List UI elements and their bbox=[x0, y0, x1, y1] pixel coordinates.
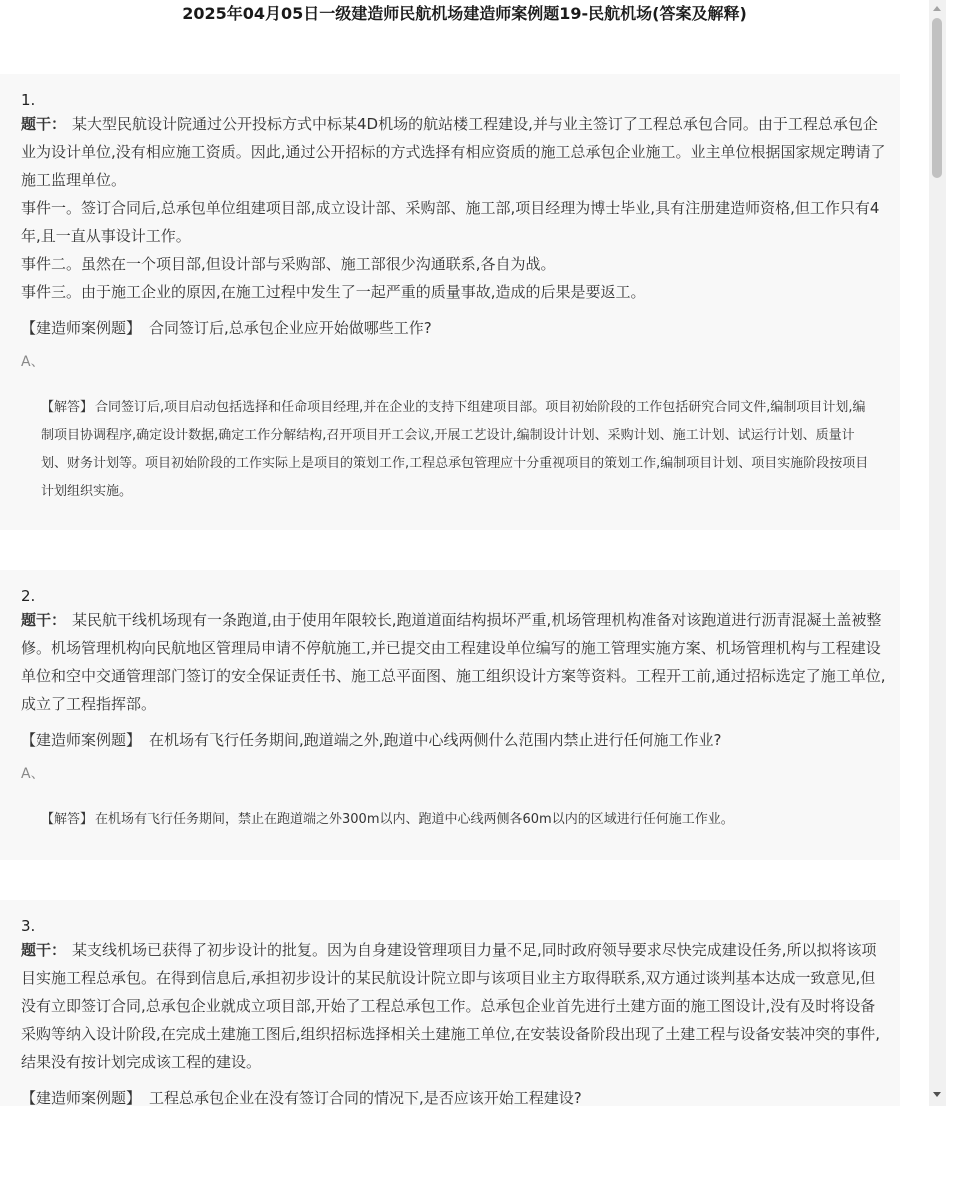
answer-explanation bbox=[41, 394, 886, 506]
case-question bbox=[21, 314, 886, 342]
question-number: 1. bbox=[21, 91, 36, 109]
answer-tag: 【解答】 bbox=[41, 812, 94, 827]
event-text: 事件一。签订合同后,总承包单位组建项目部,成立设计部、采购部、施工部,项目经理为博士毕业,具有注册建造师资格,但工作只有4年,且一直从事设计工作。 bbox=[21, 199, 880, 245]
vertical-scrollbar[interactable] bbox=[929, 0, 946, 1106]
answer-choice: A、 bbox=[21, 354, 45, 370]
answer-text: 合同签订后,项目启动包括选择和任命项目经理,并在企业的支持下组建项目部。项目初始阶段的工作包括研究合同文件,编制项目计划,编制项目协调程序,确定设计数据,确定工作分解结构,召开项目开工会议,开展工艺设计,编制设计计划、采购计划、施工计划、试运行计划、质量计划、财务计划等。项目初始阶段的工作实际上是项目的策划工作,工程总承包管理应十分重视项目的策划工作,编制项目计划、项目实施阶段按项目计划组织实施。 bbox=[41, 400, 869, 499]
question-stem bbox=[21, 936, 886, 1076]
question-card-3 bbox=[0, 900, 900, 1106]
stem-label: 题干： bbox=[21, 115, 67, 133]
question-text: 合同签订后,总承包企业应开始做哪些工作? bbox=[149, 319, 432, 337]
question-card-2 bbox=[0, 570, 900, 860]
page-title: 2025年04月05日一级建造师民航机场建造师案例题19-民航机场(答案及解释) bbox=[182, 4, 747, 23]
answer-text: 在机场有飞行任务期间，禁止在跑道端之外300m以内、跑道中心线两侧各60m以内的区域进行任何施工作业。 bbox=[95, 812, 734, 827]
scroll-up-arrow-icon[interactable] bbox=[933, 6, 941, 11]
question-text: 工程总承包企业在没有签订合同的情况下,是否应该开始工程建设? bbox=[149, 1089, 582, 1106]
answer-tag: 【解答】 bbox=[41, 400, 94, 415]
answer-explanation bbox=[41, 806, 886, 834]
stem-label: 题干： bbox=[21, 941, 67, 959]
question-number: 2. bbox=[21, 587, 36, 605]
question-number: 3. bbox=[21, 917, 36, 935]
event-text: 事件二。虽然在一个项目部,但设计部与采购部、施工部很少沟通联系,各自为战。 bbox=[21, 255, 556, 273]
question-tag: 【建造师案例题】 bbox=[21, 319, 142, 337]
stem-text: 某民航干线机场现有一条跑道,由于使用年限较长,跑道道面结构损坏严重,机场管理机构准备对该跑道进行沥青混凝土盖被整修。机场管理机构向民航地区管理局申请不停航施工,并已提交由工程建设单位编写的施工管理实施方案、机场管理机构与工程建设单位和空中交通管理部门签订的安全保证责任书、施工总平面图、施工组织设计方案等资料。工程开工前,通过招标选定了施工单位,成立了工程指挥部。 bbox=[21, 611, 886, 713]
stem-text: 某大型民航设计院通过公开投标方式中标某4D机场的航站楼工程建设,并与业主签订了工程总承包合同。由于工程总承包企业为设计单位,没有相应施工资质。因此,通过公开招标的方式选择有相应资质的施工总承包企业施工。业主单位根据国家规定聘请了施工监理单位。 bbox=[21, 115, 886, 189]
scroll-down-arrow-icon[interactable] bbox=[933, 1092, 941, 1097]
scrollbar-thumb[interactable] bbox=[932, 18, 942, 178]
question-stem bbox=[21, 606, 886, 718]
event-text: 事件三。由于施工企业的原因,在施工过程中发生了一起严重的质量事故,造成的后果是要返工。 bbox=[21, 283, 646, 301]
question-card-1 bbox=[0, 74, 900, 530]
case-question bbox=[21, 726, 886, 754]
question-stem bbox=[21, 110, 886, 194]
stem-label: 题干： bbox=[21, 611, 67, 629]
stem-text: 某支线机场已获得了初步设计的批复。因为自身建设管理项目力量不足,同时政府领导要求尽快完成建设任务,所以拟将该项目实施工程总承包。在得到信息后,承担初步设计的某民航设计院立即与该项目业主方取得联系,双方通过谈判基本达成一致意见,但没有立即签订合同,总承包企业就成立项目部,开始了工程总承包工作。总承包企业首先进行土建方面的施工图设计,没有及时将设备采购等纳入设计阶段,在完成土建施工图后,组织招标选择相关土建施工单位,在安装设备阶段出现了土建工程与设备安装冲突的事件,结果没有按计划完成该工程的建设。 bbox=[21, 941, 881, 1071]
answer-choice: A、 bbox=[21, 766, 45, 782]
case-question bbox=[21, 1084, 886, 1106]
question-tag: 【建造师案例题】 bbox=[21, 731, 142, 749]
question-tag: 【建造师案例题】 bbox=[21, 1089, 142, 1106]
question-text: 在机场有飞行任务期间,跑道端之外,跑道中心线两侧什么范围内禁止进行任何施工作业? bbox=[149, 731, 722, 749]
